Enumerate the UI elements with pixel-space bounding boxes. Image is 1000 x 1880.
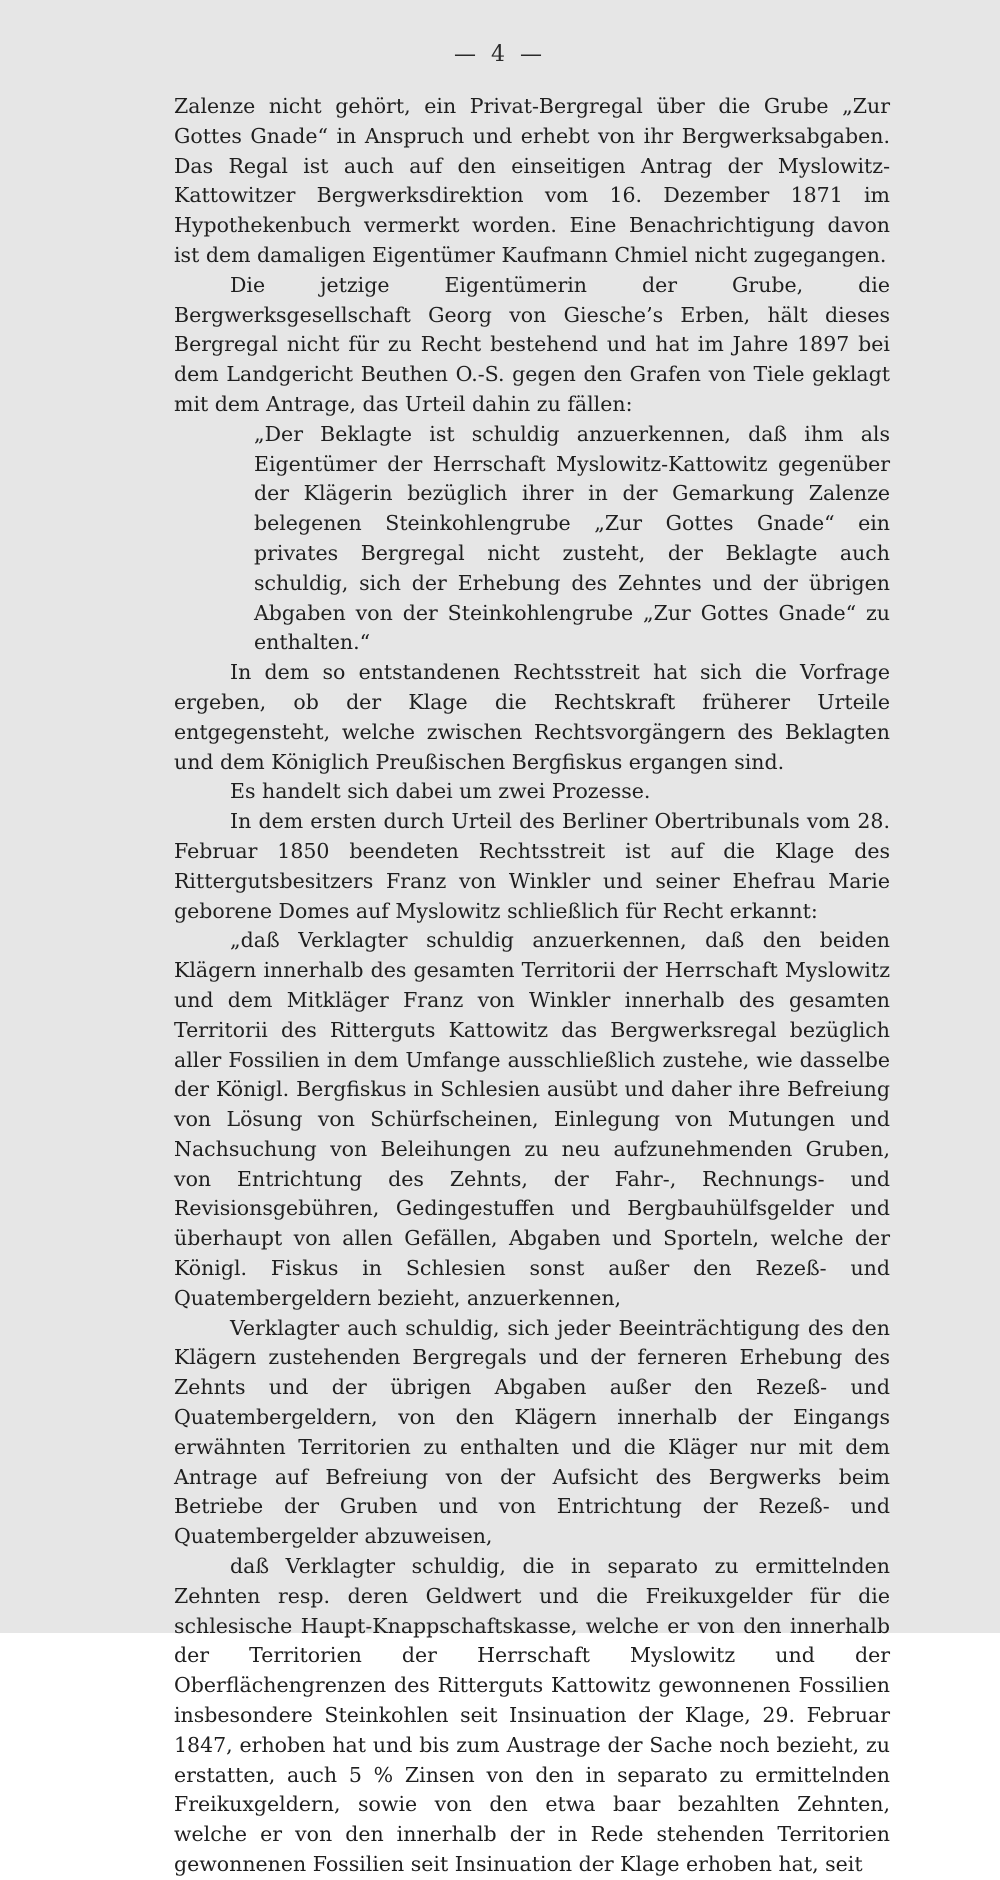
paragraph: Zalenze nicht gehört, ein Privat-Bergregal über die Grube „Zur Gottes Gnade“ in Anspruch und erhebt von ihr Bergwerksabgaben. Das Regal ist auch auf den einseitigen Antrag der Myslowitz-Kattowitzer Bergwerksdirektion vom 16. Dezember 1871 im Hypothekenbuch vermerkt worden. Eine Benachrichtigung davon ist dem damaligen Eigentümer Kaufmann Chmiel nicht zugegangen.	[174, 94, 890, 267]
paragraph: In dem so entstandenen Rechtsstreit hat sich die Vorfrage ergeben, ob der Klage die Rechtskraft früherer Urteile entgegensteht, welche zwischen Rechtsvorgängern des Beklagten und dem Königlich Preußischen Bergfiskus ergangen sind.	[174, 660, 890, 774]
paragraph: daß Verklagter schuldig, die in separato zu ermittelnden Zehnten resp. deren Geldwert und die Freikuxgelder für die schlesische Haupt-Knappschaftskasse, welche er von den innerhalb der Territorien der Herrschaft Myslowitz und der Oberflächengrenzen des Ritterguts Kattowitz gewonnenen Fossilien insbesondere Steinkohlen seit Insinuation der Klage, 29. Februar 1847, erhoben hat und bis zum Austrage der Sache noch bezieht, zu erstatten, auch 5 % Zinsen von den in separato zu ermittelnden Freikuxgeldern, sowie von den etwa baar bezahlten Zehnten, welche er von den innerhalb der in Rede stehenden Territorien gewonnenen Fossilien seit Insinuation der Klage erhoben hat, seit	[174, 1554, 890, 1877]
body-text	[174, 92, 890, 1880]
paragraph: Die jetzige Eigentümerin der Grube, die Bergwerksgesellschaft Georg von Giesche’s Erben, hält dieses Bergregal nicht für zu Recht bestehend und hat im Jahre 1897 bei dem Landgericht Beuthen O.-S. gegen den Grafen von Tiele geklagt mit dem Antrage, das Urteil dahin zu fällen:	[174, 272, 890, 416]
paragraph: In dem ersten durch Urteil des Berliner Obertribunals vom 28. Februar 1850 beendeten Rechtsstreit ist auf die Klage des Rittergutsbesitzers Franz von Winkler und seiner Ehefrau Marie geborene Domes auf Myslowitz schließlich für Recht erkannt:	[174, 809, 890, 923]
page-number: — 4 —	[454, 42, 546, 67]
quoted-judgment: „daß Verklagter schuldig anzuerkennen, daß den beiden Klägern innerhalb des gesamten Territorii der Herrschaft Myslowitz und dem Mitkläger Franz von Winkler innerhalb des gesamten Territorii des Ritterguts Kattowitz das Bergwerksregal bezüglich aller Fossilien in dem Umfange ausschließlich zustehe, wie dasselbe der Königl. Bergfiskus in Schlesien ausübt und daher ihre Befreiung von Lösung von Schürfscheinen, Einlegung von Mutungen und Nachsuchung von Beleihungen zu neu aufzunehmenden Gruben, von Entrichtung des Zehnts, der Fahr-, Rechnungs- und Revisionsgebühren, Gedingestuffen und Bergbauhülfsgelder und überhaupt von allen Gefällen, Abgaben und Sporteln, welche der Königl. Fiskus in Schlesien sonst außer den Rezeß- und Quatembergeldern bezieht, anzuerkennen,	[174, 928, 890, 1310]
paragraph: Es handelt sich dabei um zwei Prozesse.	[230, 779, 651, 804]
quoted-claim: „Der Beklagte ist schuldig anzuerkennen, daß ihm als Eigentümer der Herrschaft Myslowitz-Kattowitz gegenüber der Klägerin bezüglich ihrer in der Gemarkung Zalenze belegenen Steinkohlengrube „Zur Gottes Gnade“ ein privates Bergregal nicht zusteht, der Beklagte auch schuldig, sich der Erhebung des Zehntes und der übrigen Abgaben von der Steinkohlengrube „Zur Gottes Gnade“ zu enthalten.“	[254, 421, 890, 655]
paragraph: Verklagter auch schuldig, sich jeder Beeinträchtigung des den Klägern zustehenden Bergregals und der ferneren Erhebung des Zehnts und der übrigen Abgaben außer den Rezeß- und Quatembergeldern, von den Klägern innerhalb der Eingangs erwähnten Territorien zu enthalten und die Kläger nur mit dem Antrage auf Befreiung von der Aufsicht des Bergwerks beim Betriebe der Gruben und von Entrichtung der Rezeß- und Quatembergelder abzuweisen,	[174, 1315, 890, 1549]
